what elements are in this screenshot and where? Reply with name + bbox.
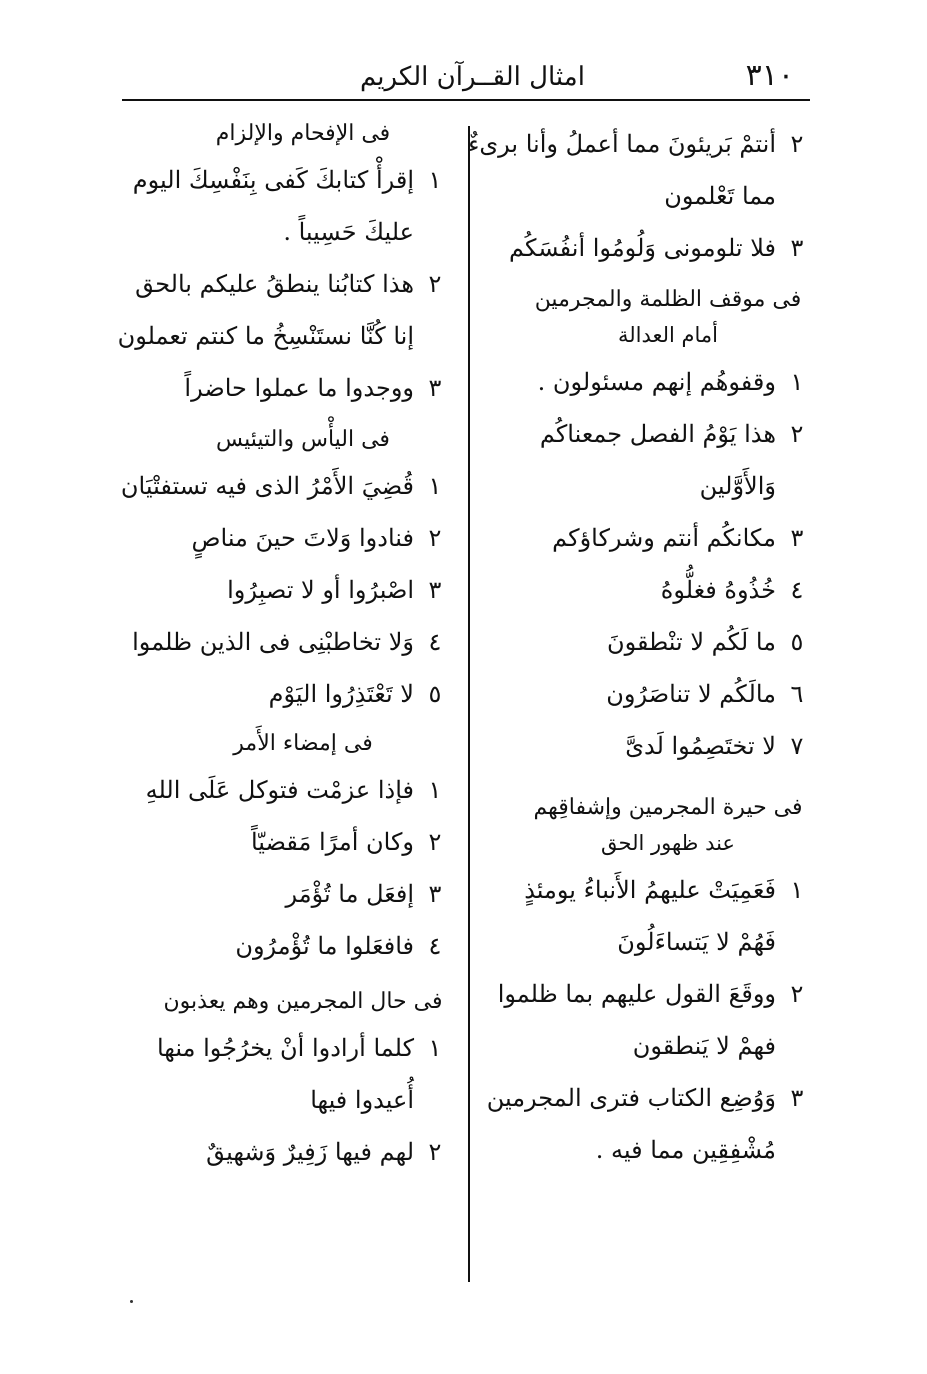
- running-title: امثال القــرآن الكريم: [360, 62, 585, 92]
- column-divider: [468, 126, 470, 1282]
- verse-line: خُذُوهُ فغلُّوهُ: [660, 576, 776, 604]
- verse-line: أُعيدوا فيها: [310, 1086, 414, 1114]
- verse-line: قُضِيَ الأَمْرُ الذى فيه تستفتْيَان: [120, 472, 414, 500]
- verse-number: ٢: [428, 1138, 442, 1166]
- verse-number: ٦: [790, 680, 804, 708]
- verse-number: ٢: [428, 828, 442, 856]
- section: [486, 284, 810, 772]
- verse-line: لهم فيها زَفِيرٌ وَشهيقٌ: [206, 1138, 414, 1166]
- verse-line: فلا تلومونى وَلُومُوا أنفُسَكُم: [509, 234, 776, 262]
- verse-item: [468, 118, 810, 222]
- section: [118, 728, 448, 972]
- verse-item: [486, 1072, 810, 1176]
- verse-line: وكان أمرًا مَقضيّاً: [250, 828, 414, 856]
- verse-line: فهمْ لا يَنطقون: [632, 1032, 776, 1060]
- section-subheading: عند ظهور الحق: [601, 831, 735, 855]
- left-column: [118, 118, 448, 1178]
- section-heading: فى اليأْس والتيئيس: [216, 427, 390, 452]
- verse-number: ٤: [428, 628, 442, 656]
- verse-line: فَعَمِيَتْ عليهمُ الأَنباءُ يومئذٍ: [524, 876, 776, 904]
- verse-line: فَهُمْ لا يَتساءَلُونَ: [617, 928, 776, 956]
- section: [486, 792, 810, 1176]
- verse-line: كلما أرادوا أنْ يخرُجُوا منها: [156, 1034, 414, 1062]
- section-heading: فى إمضاء الأَمر: [233, 731, 373, 756]
- verse-number: ٣: [790, 234, 804, 262]
- section-heading: فى موقف الظلمة والمجرمين: [534, 287, 802, 312]
- verse-item: [118, 362, 448, 414]
- verse-item: [118, 512, 448, 564]
- verse-number: ١: [790, 876, 804, 904]
- verse-number: ٢: [428, 524, 442, 552]
- verse-line: مالَكُم لا تناصَرُون: [606, 680, 776, 708]
- verse-number: ٣: [428, 374, 442, 402]
- page-speck: [130, 1300, 133, 1303]
- header-rule: [122, 99, 810, 101]
- verse-line: وَوُضِع الكتاب فترى المجرمين: [486, 1084, 776, 1112]
- section-heading: فى حيرة المجرمين وإشفاقِهم: [533, 795, 803, 820]
- verse-line: وَلا تخاطبْنِى فى الذين ظلموا: [132, 628, 414, 656]
- verse-line: فإذا عزمْت فتوكل عَلَى اللهِ: [145, 776, 414, 804]
- continued-items: [468, 118, 810, 274]
- verse-item: [118, 868, 448, 920]
- verse-number: ٣: [790, 1084, 804, 1112]
- verse-number: ٣: [428, 880, 442, 908]
- verse-item: [486, 864, 810, 968]
- section: [118, 986, 448, 1178]
- page-number: ٣١٠: [745, 58, 794, 93]
- verse-item: [118, 816, 448, 868]
- verse-item: [486, 408, 810, 512]
- verse-number: ١: [428, 472, 442, 500]
- verse-number: ٥: [790, 628, 804, 656]
- verse-item: [118, 668, 448, 720]
- verse-item: [118, 764, 448, 816]
- verse-line: وَالأَوَّلين: [699, 472, 776, 500]
- verse-item: [118, 258, 448, 362]
- verse-line: فنادوا وَلاتَ حينَ مناصٍ: [191, 524, 414, 552]
- verse-item: [486, 222, 810, 274]
- verse-line: ووقَعَ القول عليهم بما ظلموا: [497, 980, 776, 1008]
- verse-line: هذا كتابُنا ينطقُ عليكم بالحق: [135, 270, 414, 298]
- verse-item: [118, 1022, 448, 1126]
- right-column: [468, 118, 810, 1176]
- verse-line: هذا يَوْمُ الفصل جمعناكُم: [539, 420, 776, 448]
- verse-number: ٣: [790, 524, 804, 552]
- verse-item: [118, 154, 448, 258]
- page-header: [122, 52, 810, 96]
- verse-item: [486, 720, 810, 772]
- verse-line: عليكَ حَسِيباً .: [283, 218, 414, 246]
- verse-item: [486, 968, 810, 1072]
- section: [118, 424, 448, 720]
- verse-line: ووجدوا ما عملوا حاضراً: [184, 374, 414, 402]
- verse-item: [486, 616, 810, 668]
- verse-item: [118, 616, 448, 668]
- verse-line: إفعَل ما تُؤْمَر: [285, 880, 414, 908]
- verse-line: مُشْفِقِين مما فيه .: [595, 1136, 776, 1164]
- verse-number: ٢: [790, 980, 804, 1008]
- verse-number: ٢: [790, 130, 804, 158]
- verse-number: ٤: [790, 576, 804, 604]
- verse-number: ١: [428, 776, 442, 804]
- verse-number: ٧: [790, 732, 804, 760]
- verse-item: [118, 1126, 448, 1178]
- verse-line: ما لَكُم لا تنْطقونَ: [606, 628, 776, 656]
- verse-number: ٢: [790, 420, 804, 448]
- verse-number: ١: [790, 368, 804, 396]
- verse-line: لا تختَصِمُوا لَدىَّ: [625, 732, 776, 760]
- verse-line: وقفوهُم إنهم مسئولون .: [537, 368, 776, 396]
- verse-item: [486, 668, 810, 720]
- verse-number: ٥: [428, 680, 442, 708]
- verse-item: [118, 460, 448, 512]
- verse-number: ٤: [428, 932, 442, 960]
- verse-number: ١: [428, 166, 442, 194]
- verse-item: [486, 356, 810, 408]
- verse-line: فافعَلوا ما تُؤْمرُون: [235, 932, 414, 960]
- verse-item: [486, 512, 810, 564]
- verse-line: لا تَعْتَذِرُوا اليَوْم: [268, 680, 414, 708]
- verse-number: ١: [428, 1034, 442, 1062]
- verse-line: مما تَعْلمون: [664, 182, 776, 210]
- section-heading: فى الإفحام والإلزام: [215, 121, 391, 146]
- verse-line: إنا كُنَّا نستَنْسِخُ ما كنتم تعملون: [117, 322, 414, 350]
- section-heading: فى حال المجرمين وهم يعذبون: [163, 989, 443, 1014]
- verse-number: ٣: [428, 576, 442, 604]
- section: [118, 118, 448, 414]
- verse-item: [118, 564, 448, 616]
- verse-line: مكانكُم أنتم وشركاؤكم: [552, 524, 776, 552]
- verse-item: [118, 920, 448, 972]
- section-subheading: أمام العدالة: [617, 323, 719, 347]
- verse-item: [486, 564, 810, 616]
- verse-line: اصْبرُوا أو لا تصبِرُوا: [227, 576, 414, 604]
- verse-line: أنتمْ بَريئونَ مما أعملُ وأنا برىءٌ: [468, 130, 776, 158]
- verse-line: إقرأْ كتابكَ كَفى بِنَفْسِكَ اليوم: [132, 166, 414, 194]
- verse-number: ٢: [428, 270, 442, 298]
